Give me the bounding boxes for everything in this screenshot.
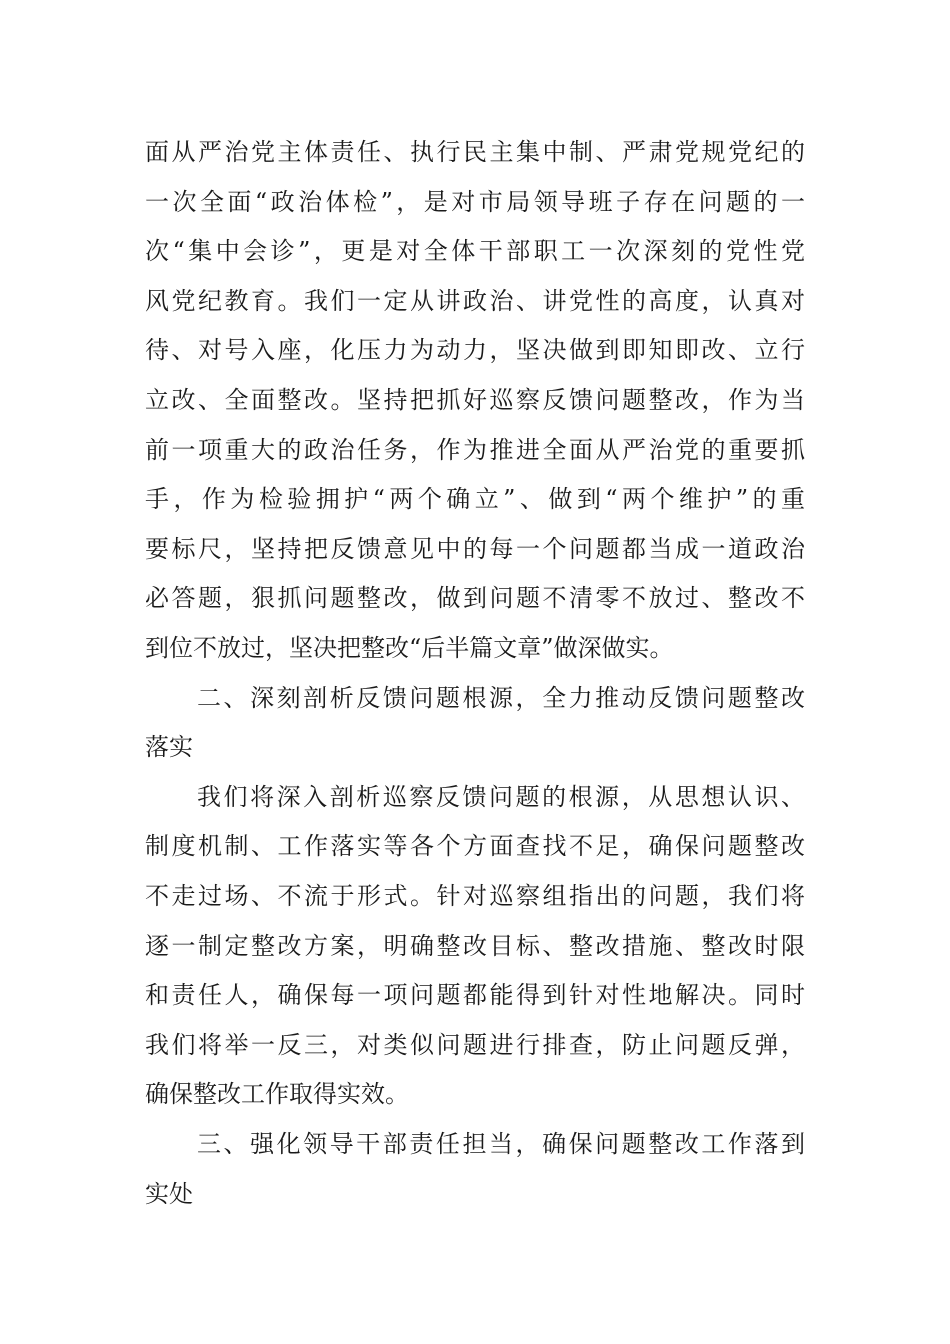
section-heading-2-line-2: 落实 [145,733,193,761]
paragraph-3-line-2: 制度机制、工作落实等各个方面查找不足，确保问题整改 [145,832,805,860]
paragraph-1-line-11: 到位不放过，坚决把整改“后半篇文章”做深做实。 [145,634,674,662]
paragraph-1-line-7: 前一项重大的政治任务，作为推进全面从严治党的重要抓 [145,436,805,464]
paragraph-1-line-6: 立改、全面整改。坚持把抓好巡察反馈问题整改，作为当 [145,386,805,414]
paragraph-1-line-2: 一次全面“政治体检”，是对市局领导班子存在问题的一 [145,188,805,216]
paragraph-3-line-7: 确保整改工作取得实效。 [145,1080,409,1108]
paragraph-1-line-5: 待、对号入座，化压力为动力，坚决做到即知即改、立行 [145,336,805,364]
paragraph-1-line-1: 面从严治党主体责任、执行民主集中制、严肃党规党纪的 [145,138,805,166]
paragraph-1-line-10: 必答题，狠抓问题整改，做到问题不清零不放过、整改不 [145,584,805,612]
paragraph-1-line-4: 风党纪教育。我们一定从讲政治、讲党性的高度，认真对 [145,287,805,315]
paragraph-3-line-1: 我们将深入剖析巡察反馈问题的根源，从思想认识、 [197,783,805,811]
paragraph-3-line-6: 我们将举一反三，对类似问题进行排查，防止问题反弹， [145,1031,805,1059]
section-heading-3-line-1: 三、强化领导干部责任担当，确保问题整改工作落到 [197,1130,805,1158]
paragraph-1-line-9: 要标尺，坚持把反馈意见中的每一个问题都当成一道政治 [145,535,805,563]
section-heading-3-line-2: 实处 [145,1180,193,1208]
paragraph-3-line-3: 不走过场、不流于形式。针对巡察组指出的问题，我们将 [145,882,805,910]
paragraph-3-line-5: 和责任人，确保每一项问题都能得到针对性地解决。同时 [145,981,805,1009]
paragraph-1-line-3: 次“集中会诊”，更是对全体干部职工一次深刻的党性党 [145,237,805,265]
paragraph-3-line-4: 逐一制定整改方案，明确整改目标、整改措施、整改时限 [145,932,805,960]
paragraph-1-line-8: 手，作为检验拥护“两个确立”、做到“两个维护”的重 [145,485,805,513]
section-heading-2-line-1: 二、深刻剖析反馈问题根源，全力推动反馈问题整改 [197,684,805,712]
